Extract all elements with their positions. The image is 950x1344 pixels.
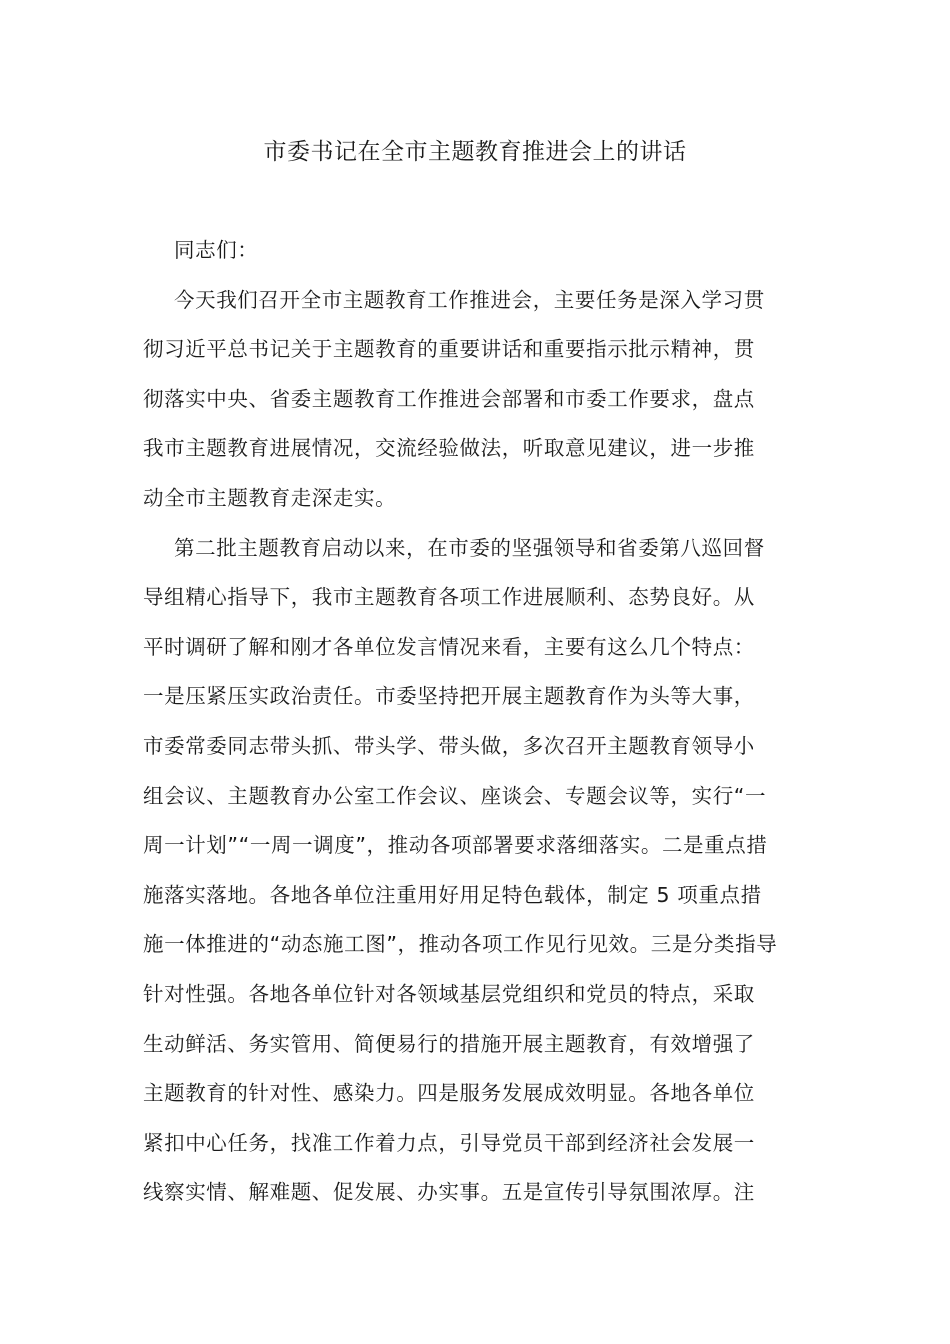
salutation <box>143 226 809 276</box>
document-body <box>143 226 809 1218</box>
paragraph-line: 第二批主题教育启动以来，在市委的坚强领导和省委第八巡回督 <box>174 535 765 560</box>
paragraph-line: 组会议、主题教育办公室工作会议、座谈会、专题会议等，实行“一 <box>143 783 767 808</box>
paragraph-line: 市委常委同志带头抓、带头学、带头做，多次召开主题教育领导小 <box>143 733 755 758</box>
paragraph-line: 生动鲜活、务实管用、简便易行的措施开展主题教育，有效增强了 <box>143 1031 755 1056</box>
paragraph-line: 彻习近平总书记关于主题教育的重要讲话和重要指示批示精神，贯 <box>143 337 755 362</box>
paragraph-1 <box>143 276 809 524</box>
paragraph-line: 主题教育的针对性、感染力。四是服务发展成效明显。各地各单位 <box>143 1081 755 1106</box>
paragraph-line: 紧扣中心任务，找准工作着力点，引导党员干部到经济社会发展一 <box>143 1130 755 1155</box>
paragraph-line: 针对性强。各地各单位针对各领域基层党组织和党员的特点，采取 <box>143 981 755 1006</box>
paragraph-line: 今天我们召开全市主题教育工作推进会，主要任务是深入学习贯 <box>174 287 765 312</box>
paragraph-2 <box>143 524 809 1218</box>
salutation-text: 同志们： <box>174 238 259 262</box>
paragraph-line: 施落实落地。各地各单位注重用好用足特色载体，制定 5 项重点措 <box>143 882 762 907</box>
document-title: 市委书记在全市主题教育推进会上的讲话 <box>263 139 687 165</box>
paragraph-line: 平时调研了解和刚才各单位发言情况来看，主要有这么几个特点： <box>143 634 755 659</box>
paragraph-line: 周一计划”“一周一调度”，推动各项部署要求落细落实。二是重点措 <box>143 833 768 858</box>
paragraph-line: 一是压紧压实政治责任。市委坚持把开展主题教育作为头等大事， <box>143 684 755 709</box>
paragraph-line: 施一体推进的“动态施工图”，推动各项工作见行见效。三是分类指导 <box>143 932 778 957</box>
paragraph-line: 彻落实中央、省委主题教育工作推进会部署和市委工作要求，盘点 <box>143 386 755 411</box>
paragraph-line: 线察实情、解难题、促发展、办实事。五是宣传引导氛围浓厚。注 <box>143 1180 755 1205</box>
paragraph-line: 我市主题教育进展情况，交流经验做法，听取意见建议，进一步推 <box>143 436 755 461</box>
paragraph-line: 动全市主题教育走深走实。 <box>143 485 397 510</box>
paragraph-line: 导组精心指导下，我市主题教育各项工作进展顺利、态势良好。从 <box>143 585 755 610</box>
